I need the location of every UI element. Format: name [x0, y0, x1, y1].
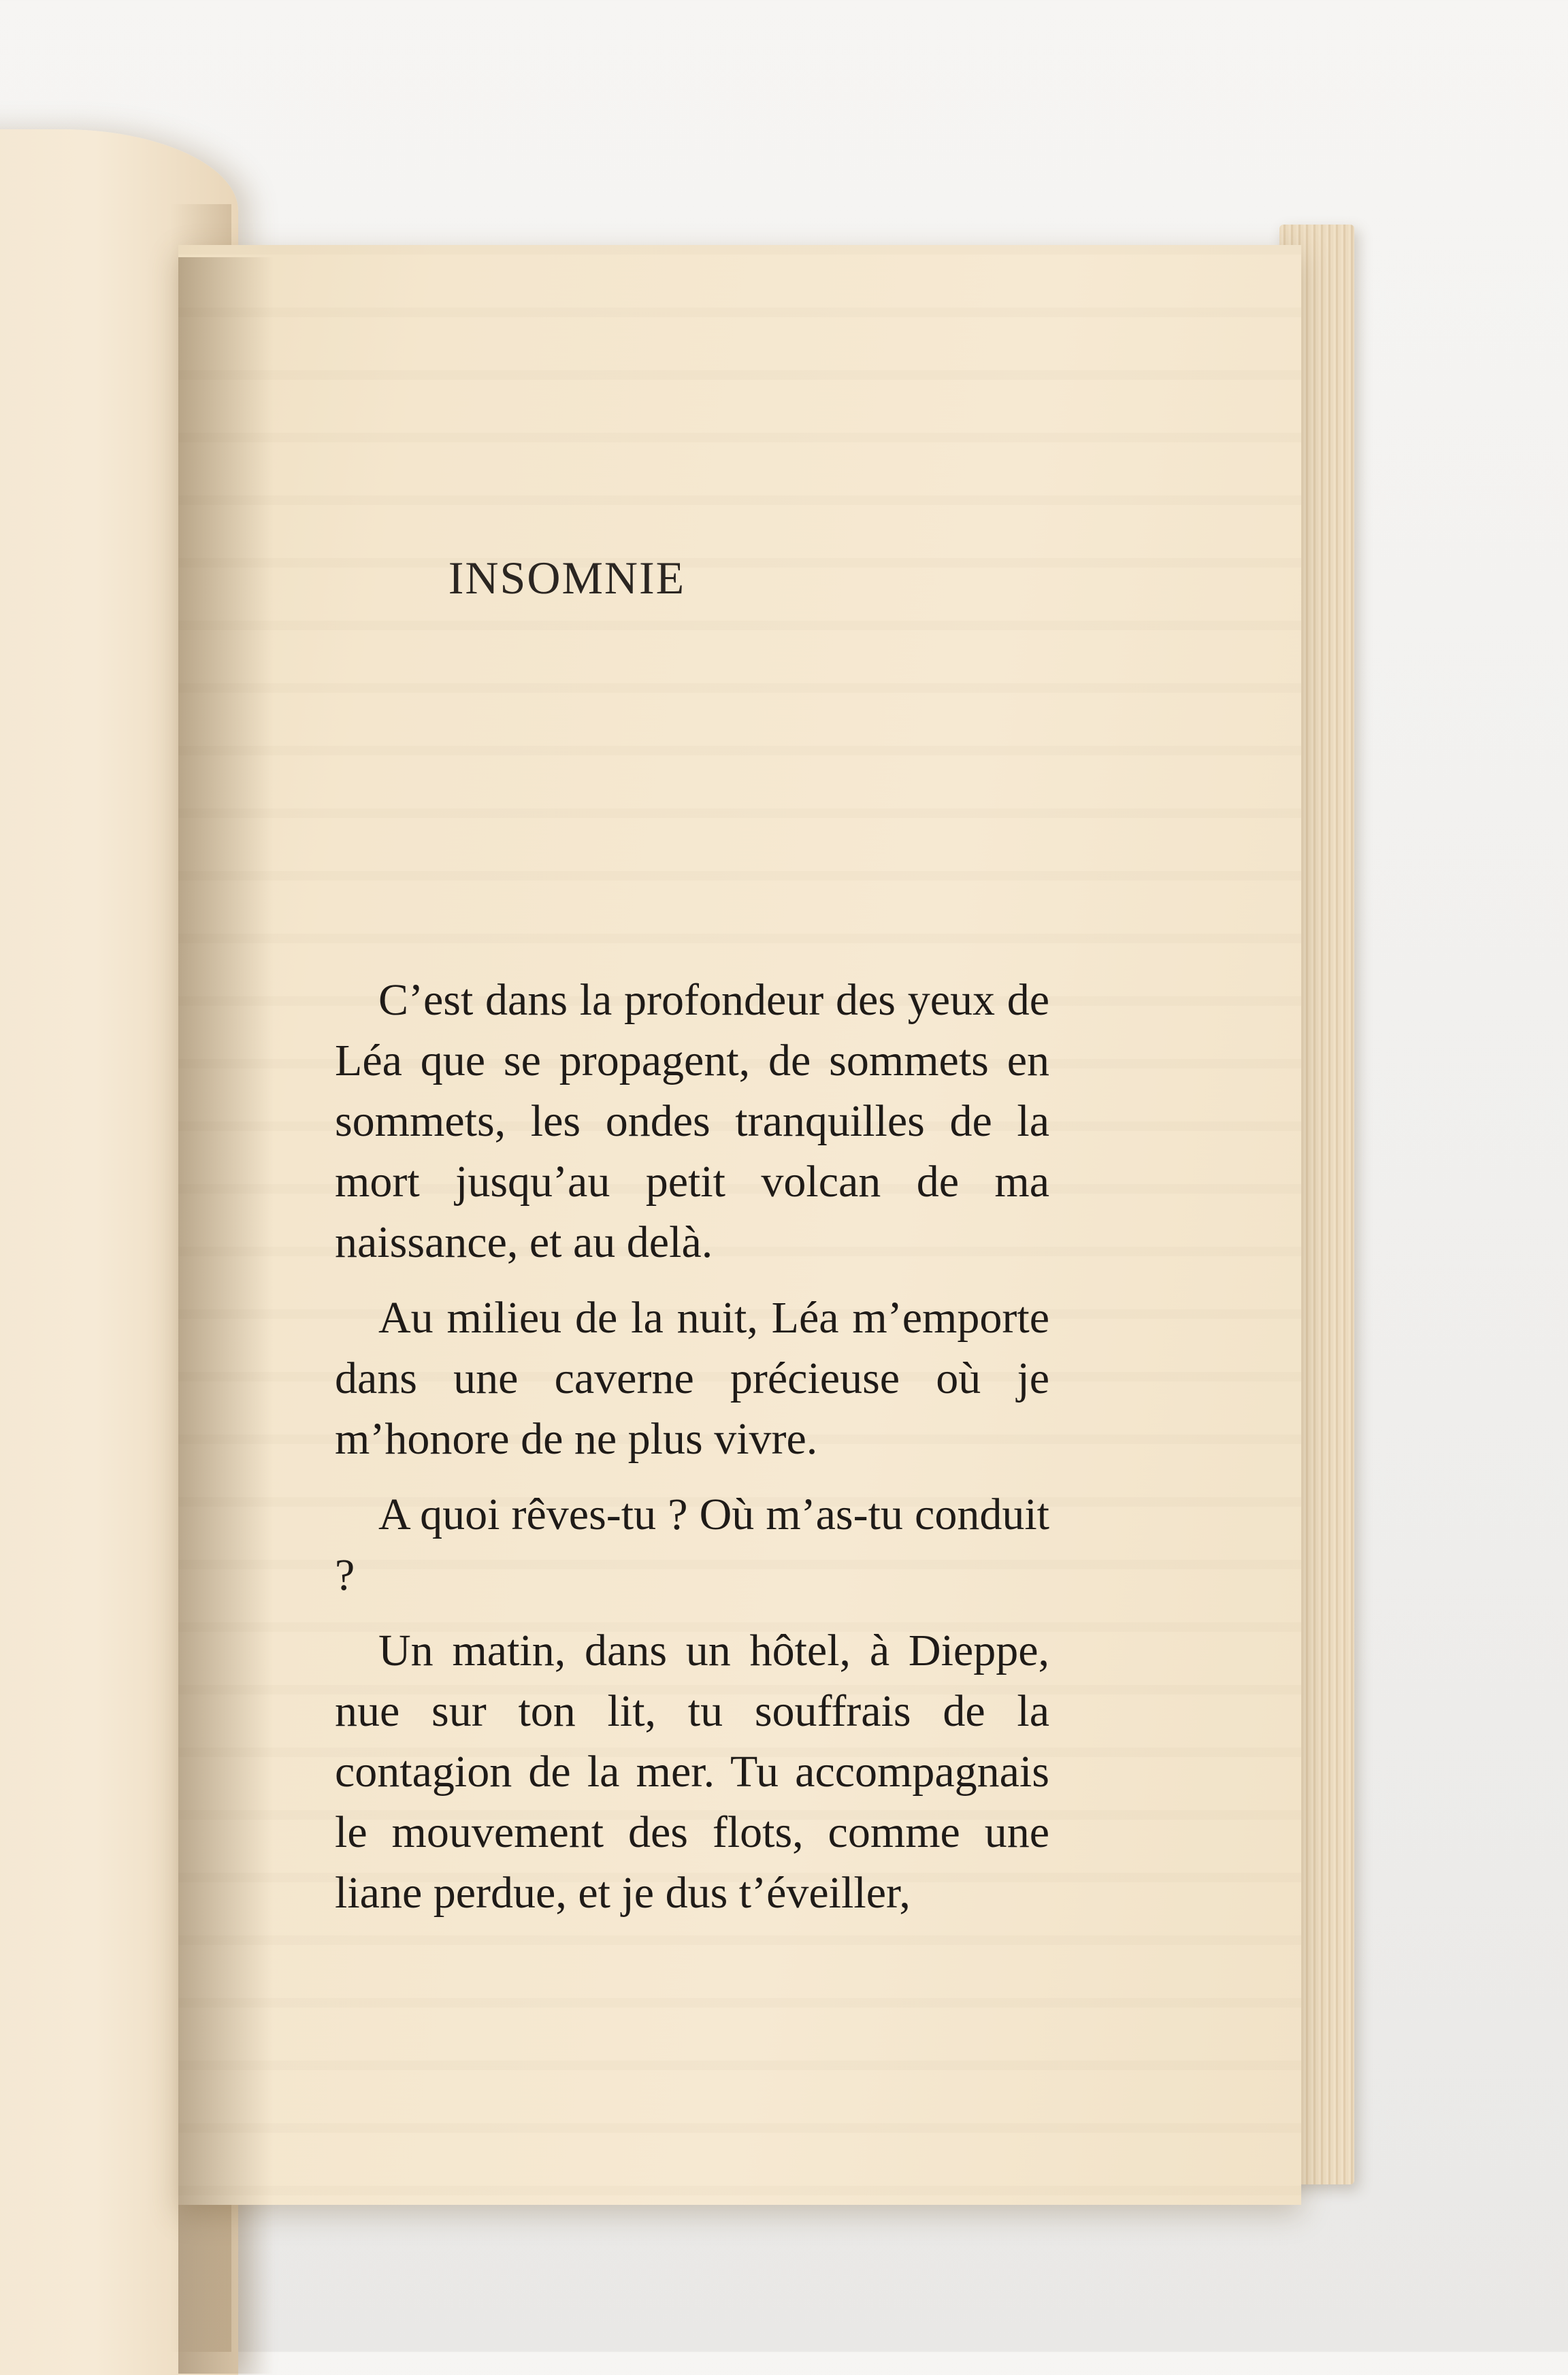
paragraph-gap: [335, 1469, 1049, 1484]
paragraph: Un matin, dans un hôtel, à Dieppe, nue sur ton lit, tu souffrais de la contagion de la mer. Tu accompagnais le mouvement des flots, comme une liane perdue, et je dus t’éveiller,: [335, 1626, 1049, 1918]
paragraph-gap: [335, 1605, 1049, 1620]
page-text: [335, 970, 1049, 1923]
gutter-shadow: [178, 257, 274, 2374]
paragraph: Au milieu de la nuit, Léa m’emporte dans une caverne précieuse où je m’honore de ne plus vivre.: [335, 1293, 1049, 1464]
paragraph: C’est dans la profondeur des yeux de Léa que se propagent, de sommets en sommets, les ondes tranquilles de la mort jusqu’au petit volcan de ma naissance, et au delà.: [335, 975, 1049, 1267]
paragraph-gap: [335, 1273, 1049, 1288]
chapter-title: INSOMNIE: [448, 552, 686, 604]
paragraph: A quoi rêves-tu ? Où m’as-tu conduit ?: [335, 1490, 1049, 1600]
